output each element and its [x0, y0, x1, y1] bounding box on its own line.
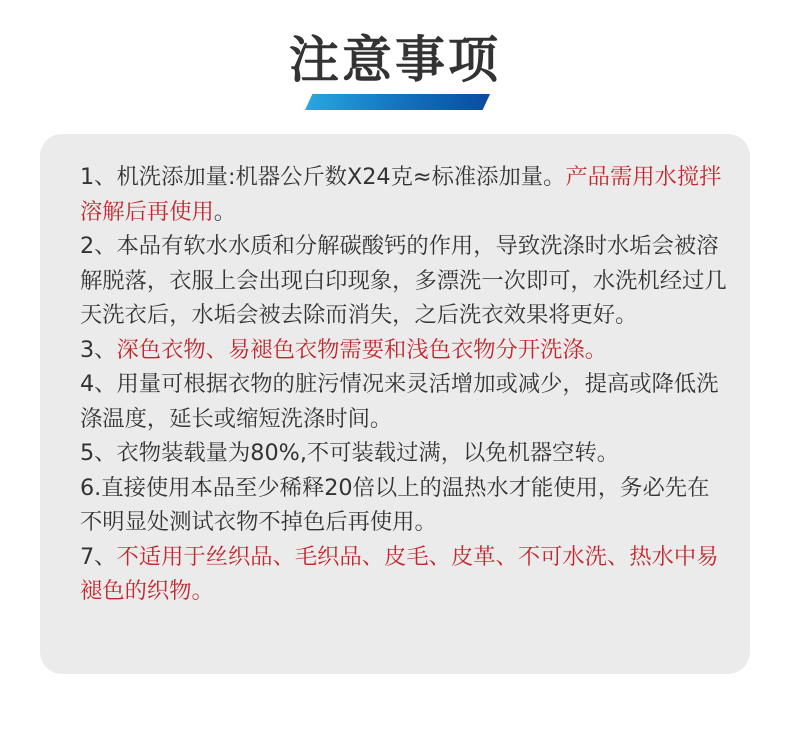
note-4-text: 4、用量可根据衣物的脏污情况来灵活增加或减少，提高或降低洗涤温度，延长或缩短洗涤时间。 — [80, 371, 719, 432]
note-2 — [80, 229, 730, 333]
note-1-text: 1、机洗添加量:机器公斤数X24克≈标准添加量。 — [80, 164, 566, 190]
note-6-text: 6.直接使用本品至少稀释20倍以上的温热水才能使用，务必先在不明显处测试衣物不掉色后再使用。 — [80, 474, 710, 535]
page-title: 注意事项 — [289, 31, 501, 89]
note-7 — [80, 540, 730, 609]
note-5 — [80, 436, 730, 471]
note-1-tail: 。 — [213, 198, 237, 225]
note-5-text: 5、衣物装载量为80%,不可装载过满，以免机器空转。 — [80, 440, 620, 466]
note-7-warning: 不适用于丝织品、毛织品、皮毛、皮革、不可水洗、热水中易褪色的织物。 — [80, 543, 719, 604]
note-2-text: 2、本品有软水水质和分解碳酸钙的作用，导致洗涤时水垢会被溶解脱落，衣服上会出现白印现象，多漂洗一次即可，水洗机经过几天洗衣后，水垢会被去除而消失，之后洗衣效果将更好。 — [80, 233, 727, 328]
note-3-prefix: 3、 — [80, 336, 117, 363]
note-7-prefix: 7、 — [80, 543, 117, 570]
note-3-warning: 深色衣物、易褪色衣物需要和浅色衣物分开洗涤。 — [116, 336, 608, 363]
note-3 — [80, 333, 730, 368]
notes-list — [80, 160, 730, 609]
note-4 — [80, 367, 730, 436]
title-accent-bar — [305, 94, 490, 110]
note-1-warning: 产品需用水搅拌溶解后再使用 — [80, 164, 722, 225]
note-6 — [80, 471, 730, 540]
title-area — [0, 28, 790, 92]
note-1 — [80, 160, 730, 229]
